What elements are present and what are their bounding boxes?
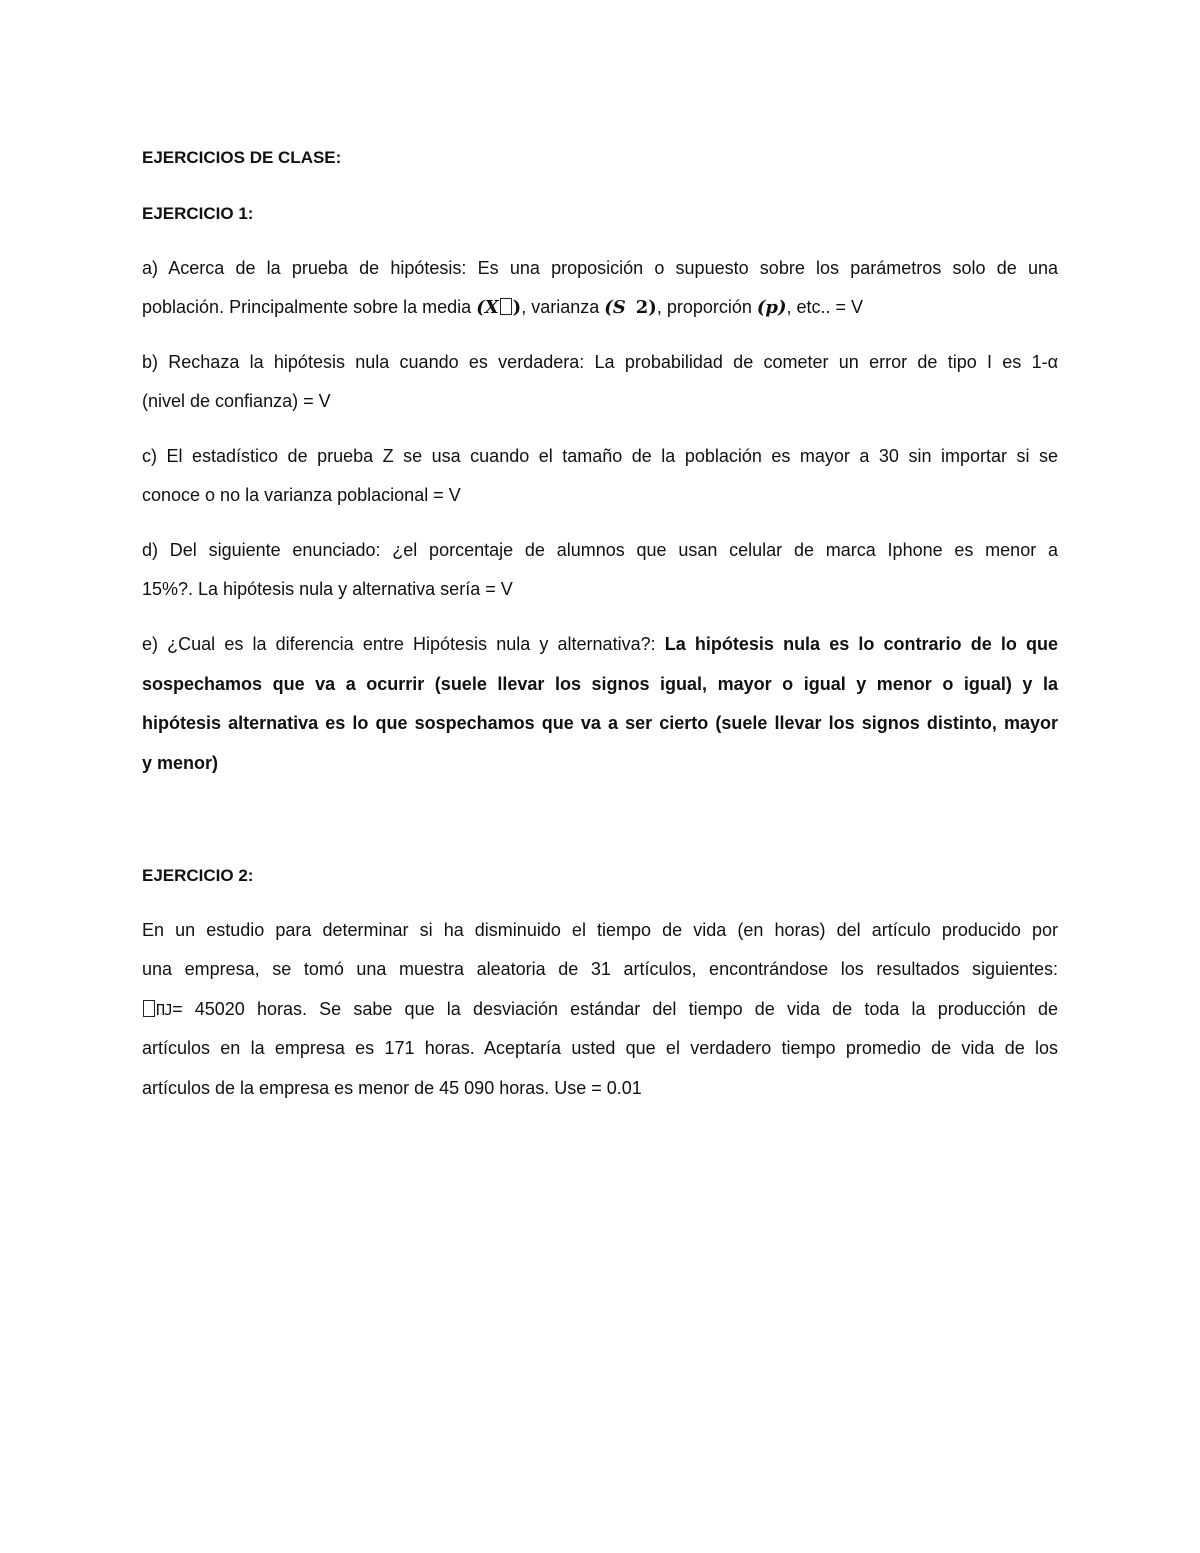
item-c-line-1: c) El estadístico de prueba Z se usa cuando el tamaño de la población es mayor a 30 sin importar si se [142, 446, 1058, 466]
item-c-line-2: conoce o no la varianza poblacional = V [142, 485, 461, 505]
item-e-line-4: y menor) [142, 753, 219, 773]
sample-mean-symbol: ПЈ [156, 1001, 173, 1019]
item-b-line-1: b) Rechaza la hipótesis nula cuando es verdadera: La probabilidad de cometer un error de tipo I es 1-α [142, 352, 1058, 372]
separator-proporcion: , proporción [656, 297, 757, 317]
ej2-line-3-text: = 45020 horas. Se sabe que la desviación estándar del tiempo de vida de toda la producción de [172, 999, 1058, 1019]
item-d-line-1: d) Del siguiente enunciado: ¿el porcentaje de alumnos que usan celular de marca Iphone es menor a [142, 540, 1058, 560]
missing-glyph-icon [500, 298, 512, 315]
varianza-exponent: 2) [635, 297, 657, 318]
ejercicio-2-heading: EJERCICIO 2: [142, 866, 254, 885]
ej2-line-3 [142, 997, 1058, 1022]
ejercicio-1-heading: EJERCICIO 1: [142, 204, 254, 223]
item-e-line-1 [142, 632, 1058, 656]
item-e-question: e) ¿Cual es la diferencia entre Hipótesis nula y alternativa?: [142, 634, 665, 654]
page-title: EJERCICIOS DE CLASE: [142, 148, 342, 167]
item-a-answer: , etc.. = V [786, 297, 864, 317]
item-e-line-3: hipótesis alternativa es lo que sospechamos que va a ser cierto (suele llevar los signos distinto, mayor [142, 713, 1058, 733]
varianza-symbol: (S [604, 297, 626, 318]
item-b-line-2: (nivel de confianza) = V [142, 391, 331, 411]
separator-varianza: , varianza [521, 297, 605, 317]
ej2-line-2: una empresa, se tomó una muestra aleatoria de 31 artículos, encontrándose los resultados siguientes: [142, 959, 1058, 979]
missing-glyph-icon [143, 1000, 155, 1017]
proporcion-symbol: (p) [756, 297, 787, 318]
item-d-line-2: 15%?. La hipótesis nula y alternativa sería = V [142, 579, 513, 599]
media-close: ) [512, 297, 522, 318]
item-e-line-2: sospechamos que va a ocurrir (suele llevar los signos igual, mayor o igual y menor o igual) y la [142, 674, 1058, 694]
item-a-text: población. Principalmente sobre la media [142, 297, 477, 317]
ej2-line-4: artículos en la empresa es 171 horas. Aceptaría usted que el verdadero tiempo promedio de vida de los [142, 1038, 1058, 1058]
ej2-line-5: artículos de la empresa es menor de 45 090 horas. Use = 0.01 [142, 1078, 642, 1098]
item-e-answer-start: La hipótesis nula es lo contrario de lo que [664, 634, 1059, 654]
media-symbol: (X [476, 297, 499, 318]
ej2-line-1: En un estudio para determinar si ha disminuido el tiempo de vida (en horas) del artículo producido por [142, 920, 1058, 940]
item-a-line-2 [142, 295, 1058, 320]
item-a-line-1: a) Acerca de la prueba de hipótesis: Es una proposición o supuesto sobre los parámetros solo de una [142, 258, 1058, 278]
